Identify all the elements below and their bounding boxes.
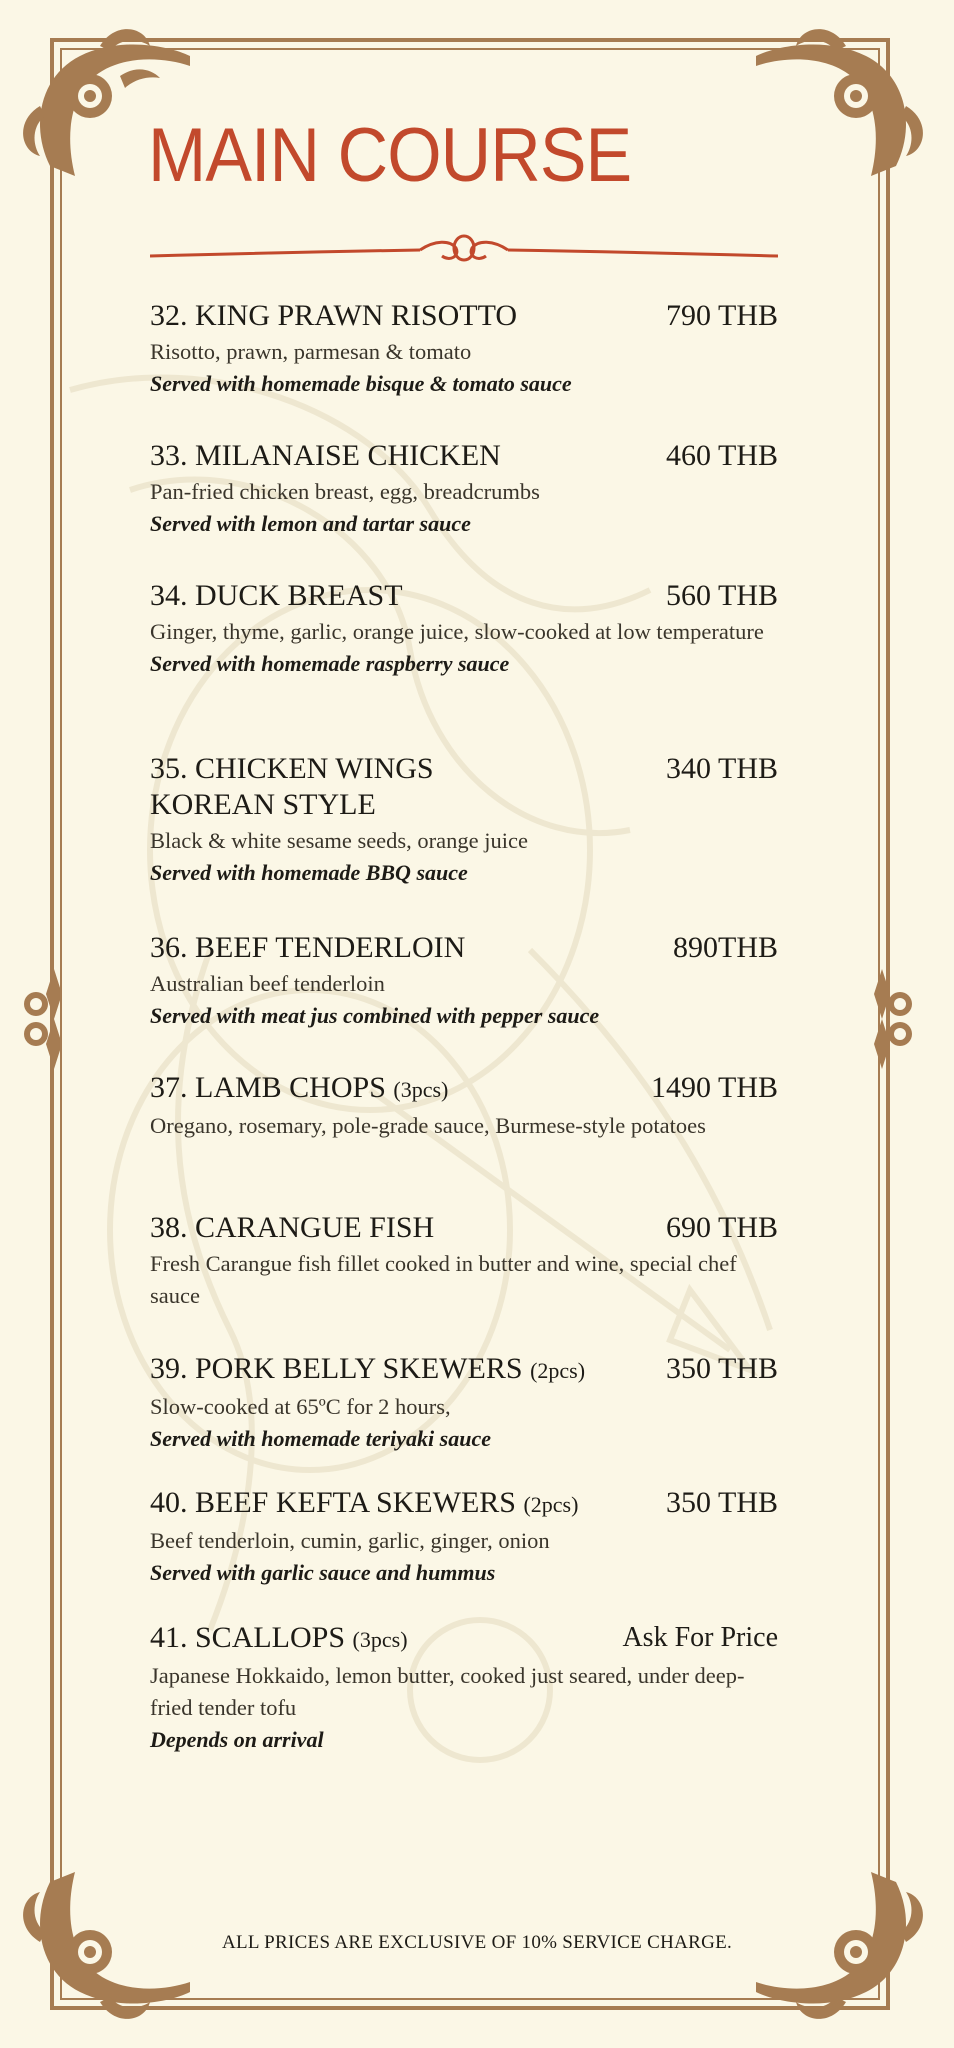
item-name: 33. MILANAISE CHICKEN bbox=[150, 439, 501, 472]
item-note: Served with lemon and tartar sauce bbox=[150, 511, 471, 536]
item-description: Pan-fried chicken breast, egg, breadcrumbs bbox=[150, 479, 540, 504]
item-quantity: (3pcs) bbox=[393, 1077, 449, 1102]
ornamental-divider bbox=[150, 226, 778, 276]
item-name: 35. CHICKEN WINGS KOREAN STYLE bbox=[150, 752, 434, 821]
item-price: 340 THB bbox=[666, 752, 778, 785]
item-price: Ask For Price bbox=[622, 1622, 778, 1653]
menu-item bbox=[150, 1070, 778, 1142]
item-price: 560 THB bbox=[666, 579, 778, 612]
service-charge-note: ALL PRICES ARE EXCLUSIVE OF 10% SERVICE CHARGE. bbox=[221, 1932, 733, 1953]
item-name: 34. DUCK BREAST bbox=[150, 579, 403, 612]
item-description: Beef tenderloin, cumin, garlic, ginger, onion bbox=[150, 1528, 550, 1553]
item-description: Oregano, rosemary, pole-grade sauce, Burmese-style potatoes bbox=[150, 1113, 706, 1138]
menu-item bbox=[150, 1485, 778, 1589]
item-description: Ginger, thyme, garlic, orange juice, slow-cooked at low temperature bbox=[150, 619, 764, 644]
corner-flourish-icon bbox=[726, 16, 926, 216]
item-name: 38. CARANGUE FISH bbox=[150, 1211, 435, 1244]
menu-item bbox=[150, 298, 778, 400]
item-quantity: (2pcs) bbox=[523, 1492, 579, 1517]
item-name: 32. KING PRAWN RISOTTO bbox=[150, 299, 518, 332]
item-name: 40. BEEF KEFTA SKEWERS bbox=[150, 1486, 516, 1519]
item-note: Served with garlic sauce and hummus bbox=[150, 1560, 496, 1585]
item-price: 890THB bbox=[673, 931, 778, 964]
item-price: 460 THB bbox=[666, 439, 778, 472]
side-ornament-icon bbox=[862, 964, 922, 1074]
menu-item bbox=[150, 1351, 778, 1455]
item-description: Japanese Hokkaido, lemon butter, cooked just seared, under deep-fried tender tofu bbox=[150, 1663, 745, 1720]
item-note: Served with homemade BBQ sauce bbox=[150, 860, 468, 885]
item-description: Fresh Carangue fish fillet cooked in butter and wine, special chef sauce bbox=[150, 1251, 737, 1308]
item-name: 36. BEEF TENDERLOIN bbox=[150, 931, 466, 964]
item-price: 790 THB bbox=[666, 299, 778, 332]
item-price: 1490 THB bbox=[651, 1071, 778, 1104]
menu-item bbox=[150, 1620, 778, 1756]
item-description: Risotto, prawn, parmesan & tomato bbox=[150, 339, 472, 364]
item-note: Depends on arrival bbox=[150, 1727, 324, 1752]
item-quantity: (2pcs) bbox=[530, 1358, 586, 1383]
item-price: 350 THB bbox=[666, 1352, 778, 1385]
side-ornament-icon bbox=[14, 964, 74, 1074]
item-name: 37. LAMB CHOPS bbox=[150, 1071, 386, 1104]
item-name: 41. SCALLOPS bbox=[150, 1621, 346, 1654]
menu-item bbox=[150, 930, 778, 1032]
menu-item bbox=[150, 438, 778, 540]
item-description: Black & white sesame seeds, orange juice bbox=[150, 828, 528, 853]
item-note: Served with homemade teriyaki sauce bbox=[150, 1426, 491, 1451]
item-note: Served with homemade raspberry sauce bbox=[150, 651, 510, 676]
menu-item bbox=[150, 578, 778, 680]
item-price: 690 THB bbox=[666, 1211, 778, 1244]
item-name: 39. PORK BELLY SKEWERS bbox=[150, 1352, 523, 1385]
item-description: Slow-cooked at 65ºC for 2 hours, bbox=[150, 1394, 451, 1419]
item-description: Australian beef tenderloin bbox=[150, 971, 385, 996]
menu-item bbox=[150, 751, 778, 889]
menu-item bbox=[150, 1210, 778, 1312]
item-note: Served with homemade bisque & tomato sauce bbox=[150, 371, 572, 396]
page-title: MAIN COURSE bbox=[148, 113, 632, 198]
item-quantity: (3pcs) bbox=[352, 1627, 408, 1652]
item-price: 350 THB bbox=[666, 1486, 778, 1519]
item-note: Served with meat jus combined with pepper sauce bbox=[150, 1003, 600, 1028]
